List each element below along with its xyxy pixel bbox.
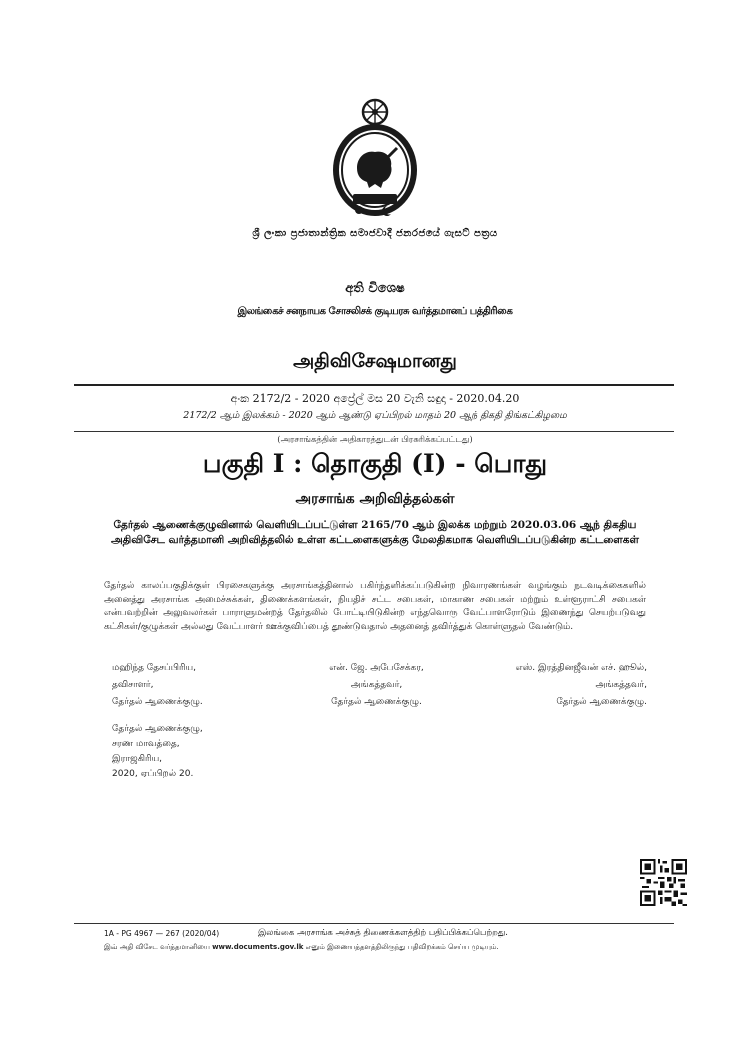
download-note	[104, 943, 664, 952]
qr-code-icon	[640, 859, 687, 906]
download-note-suffix: எனும் இணையத்தளத்திலிருந்து பதிவிறக்கம் செய்ய முடியும்.	[305, 943, 499, 951]
header-divider	[74, 384, 674, 386]
print-code: 1A - PG 4967 — 267 (2020/04)	[104, 929, 220, 938]
issue-line-tamil: 2172/2 ஆம் இலக்கம் - 2020 ஆம் ஆண்டு ஏப்பிறல் மாதம் 20 ஆந் திகதி திங்கட்கிழமை	[183, 410, 567, 421]
printer-note: இலங்கை அரசாங்க அச்சுத் திணைக்களத்திற் பதிப்பிக்கப்பெற்றது.	[258, 928, 508, 938]
signatory-body: தேர்தல் ஆணைக்குழு.	[331, 697, 422, 707]
national-emblem-icon	[327, 98, 423, 222]
notice-heading: தேர்தல் ஆணைக்குழுவினால் வெளியிடப்பட்டுள்ள 2165/70 ஆம் இலக்க மற்றும் 2020.03.06 ஆந் திகதிய அதிவிசேட வர்த்தமானி அறிவித்தலில் உள்ள கட்டளைகளுக்கு மேலதிகமாக வெளியிடப்படுகின்ற கட்டளைகள்	[111, 519, 639, 546]
signatory-chairman	[112, 660, 287, 711]
issuer-building: சரண மாவத்தை,	[112, 739, 180, 749]
issuer-office: தேர்தல் ஆணைக்குழு,	[112, 724, 203, 734]
section-heading: அரசாங்க அறிவித்தல்கள்	[295, 491, 455, 507]
signatory-body: தேர்தல் ஆணைக்குழு.	[556, 697, 647, 707]
signatory-body: தேர்தல் ஆணைக்குழு.	[112, 697, 203, 707]
issuer-date: 2020, ஏப்பிறல் 20.	[112, 769, 194, 779]
notice-body: தேர்தல் காலப்பகுதிக்குள் பிரசைகளுக்கு அரசாங்கத்தினால் பகிர்ந்தளிக்கப்படுகின்ற நிவாரணங்கள் வழங்கும் நடவடிக்கைகளில் அனைத்து அரசாங்க அமைச்சுக்கள், திணைக்களங்கள், நியதிச் சட்ட சபைகள், மாகாண சபைகள் மற்றும் உள்ளூராட்சி சபைகள் என்பவற்றின் அலுவலர்கள் பாராளுமன்றத் தேர்தலில் போட்டியிடுகின்ற எந்தவொரு வேட்பாளரோடும் இணைந்து செயற்படுவது கட்சிகள்/குழுக்கள் அல்லது வேட்பாளர் ஊக்குவிப்பைத் தூண்டுவதால் அதனைத் தவிர்த்துக் கொள்ளுதல் வேண்டும்.	[104, 581, 646, 632]
signatory-name: மஹிந்த தேசப்பிரிய,	[112, 663, 196, 673]
authority-note: (அரசாங்கத்தின் அதிகாரத்துடன் பிரசுரிக்கப்பட்டது)	[277, 435, 473, 445]
footer-divider	[74, 923, 674, 924]
download-note-prefix: இவ் அதி விசேட வர்த்தமானியை	[104, 943, 210, 951]
part-heading: பகுதி I : தொகுதி (I) - பொது	[202, 449, 548, 478]
issue-line-sinhala: අංක 2172/2 - 2020 අප්‍රේල් මස 20 වැනි සඳුදා - 2020.04.20	[230, 392, 520, 405]
issuer-address	[112, 722, 312, 782]
issue-divider	[74, 431, 674, 432]
signatory-name: எஸ். இரத்தினஜீவன் எச். ஹூல்,	[515, 663, 647, 673]
signatory-title: அங்கத்தவர்,	[595, 680, 647, 690]
gazette-title-tamil: இலங்கைச் சனநாயக சோசலிசக் குடியரசு வர்த்தமானப் பத்திரிகை	[237, 306, 513, 317]
signatory-name: என். ஜே. அபேசேக்கர,	[329, 663, 424, 673]
signatory-title: அங்கத்தவர்,	[350, 680, 403, 690]
extraordinary-label-tamil: அதிவிசேஷமானது	[293, 350, 457, 372]
signatory-title: தவிசாளர்,	[112, 680, 154, 690]
signatory-member-1	[289, 660, 464, 711]
signatory-member-2	[472, 660, 647, 711]
extraordinary-label-sinhala: අති විශෙෂ	[345, 281, 405, 296]
issuer-city: இராஜகிரிய,	[112, 754, 163, 764]
gazette-title-sinhala: ශ්‍රී ලංකා ප්‍රජාතාන්ත්‍රික සමාජවාදී ජනරජයේ ගැසට් පත්‍රය	[252, 228, 498, 239]
documents-link[interactable]: www.documents.gov.lk	[212, 943, 304, 951]
